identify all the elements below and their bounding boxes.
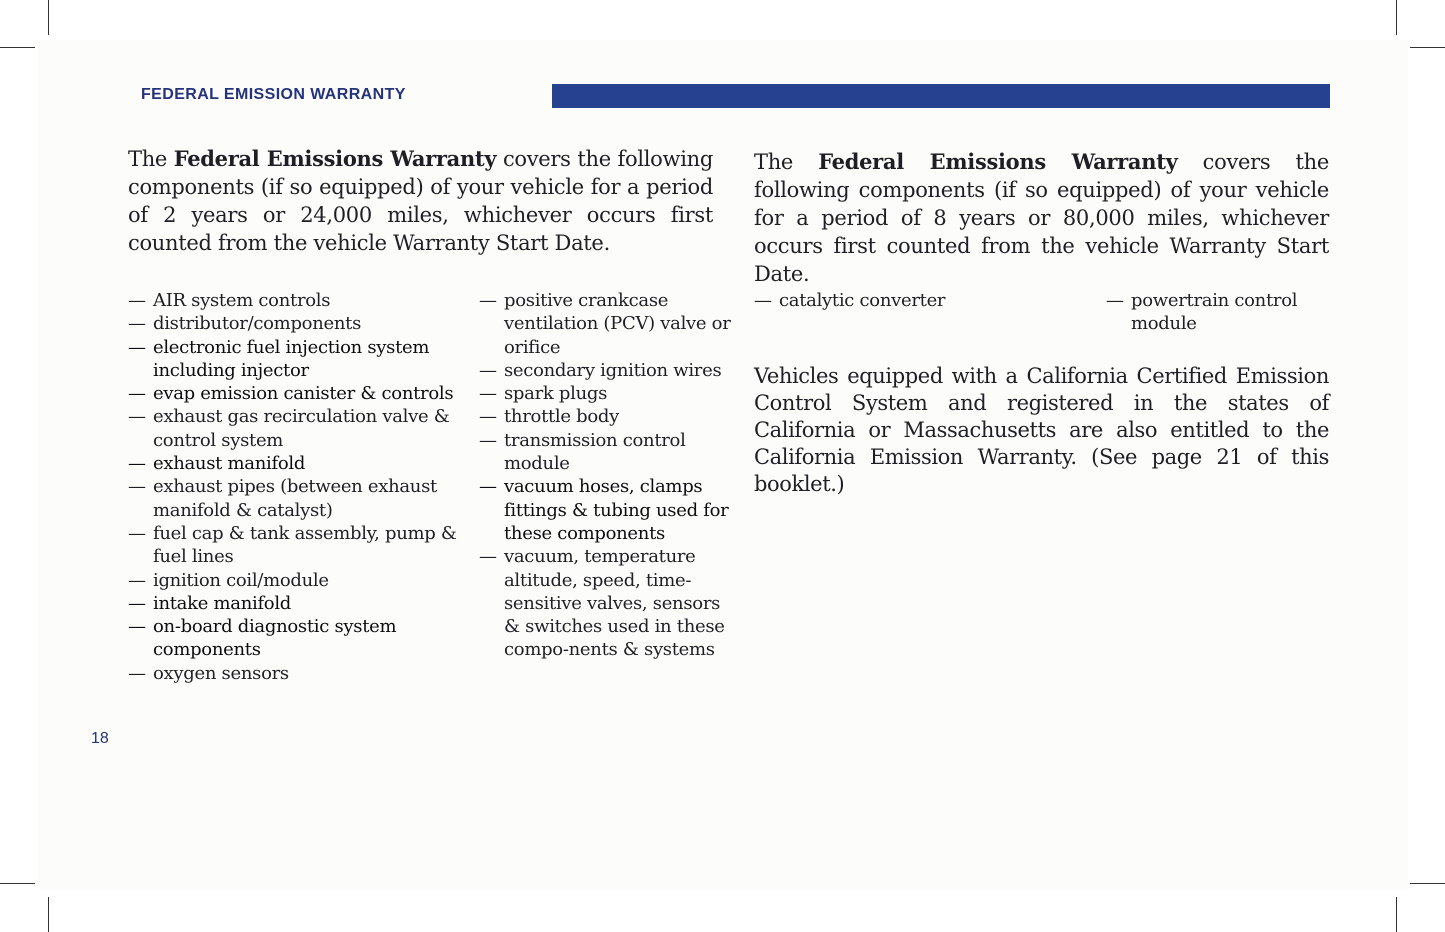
crop-mark-bottom-left (48, 897, 49, 932)
left-intro-paragraph (128, 145, 713, 257)
em-dash-bullet: — (479, 546, 497, 568)
em-dash-bullet: — (479, 429, 497, 451)
crop-mark-top-left (48, 0, 49, 35)
em-dash-bullet: — (479, 406, 497, 428)
component-name: exhaust gas recirculation valve & control system (153, 406, 450, 451)
component-list-item (128, 569, 458, 592)
component-list-item (479, 405, 739, 428)
component-list-item (128, 382, 458, 405)
component-list-right-b (1106, 289, 1331, 336)
component-name: exhaust pipes (between exhaust manifold & catalyst) (153, 476, 437, 521)
crop-mark-right-bottom (1410, 883, 1445, 884)
intro-prefix: The (128, 147, 168, 171)
intro-text: covers the following components (if so equipped) of your vehicle for a period of 2 years or 24,000 miles, whichever occurs first counted from the vehicle Warranty Start Date. (128, 147, 713, 255)
page-number: 18 (91, 730, 109, 747)
em-dash-bullet: — (128, 592, 146, 614)
component-list-item (479, 429, 739, 476)
component-name: powertrain control module (1131, 290, 1298, 335)
right-intro-paragraph (754, 148, 1329, 288)
california-warranty-note: Vehicles equipped with a California Certified Emission Control System and registered in the states of California or Massachusetts are also entitled to the California Emission Warranty. (See page 21 of this booklet.) (754, 364, 1329, 496)
component-list-item (1106, 289, 1331, 336)
section-title: FEDERAL EMISSION WARRANTY (141, 86, 406, 103)
component-name: evap emission canister & controls (153, 383, 454, 405)
component-name: throttle body (504, 406, 620, 428)
em-dash-bullet: — (128, 522, 146, 544)
component-list-item (128, 336, 458, 383)
component-list-item (128, 662, 458, 685)
component-name: ignition coil/module (153, 569, 329, 591)
component-list-item (128, 312, 458, 335)
component-list-item (479, 545, 739, 661)
component-name: fuel cap & tank assembly, pump & fuel lines (153, 522, 457, 568)
component-list-item (128, 289, 458, 312)
component-list-left (128, 289, 458, 685)
em-dash-bullet: — (128, 290, 146, 311)
em-dash-bullet: — (754, 290, 772, 311)
component-name: vacuum, temperature altitude, speed, time-sensitive valves, sensors & switches used in these compo-nents & systems (504, 546, 725, 661)
em-dash-bullet: — (128, 383, 146, 405)
component-list-item (128, 405, 458, 452)
crop-mark-left-top (0, 47, 35, 48)
component-list-item (754, 289, 1064, 312)
component-name: transmission control module (504, 429, 686, 475)
warranty-name: Federal Emissions Warranty (173, 146, 497, 171)
em-dash-bullet: — (1106, 290, 1124, 311)
component-list-item (128, 592, 458, 615)
component-list-item (479, 289, 739, 359)
component-name: electronic fuel injection system including injector (153, 336, 430, 381)
component-name: positive crankcase ventilation (PCV) valve or orifice (504, 290, 731, 358)
component-list-item (128, 452, 458, 475)
warranty-name: Federal Emissions Warranty (818, 149, 1178, 174)
em-dash-bullet: — (479, 476, 497, 498)
component-name: distributor/components (153, 313, 362, 335)
intro-text: covers the following components (if so equipped) of your vehicle for a period of 8 years or 80,000 miles, whichever occurs first counted from the vehicle Warranty Start Date. (754, 150, 1329, 286)
component-name: secondary ignition wires (504, 359, 722, 381)
em-dash-bullet: — (128, 406, 146, 428)
component-name: oxygen sensors (153, 662, 289, 684)
component-list-item (128, 475, 458, 522)
intro-prefix: The (754, 150, 794, 174)
em-dash-bullet: — (479, 383, 497, 405)
component-list-item (128, 522, 458, 569)
component-list-item (128, 615, 458, 662)
em-dash-bullet: — (128, 476, 146, 498)
crop-mark-bottom-right (1396, 897, 1397, 932)
component-name: catalytic converter (779, 290, 946, 311)
component-name: AIR system controls (153, 290, 331, 311)
component-list-right-a (754, 289, 1064, 312)
em-dash-bullet: — (128, 336, 146, 358)
em-dash-bullet: — (479, 290, 497, 311)
em-dash-bullet: — (128, 453, 146, 475)
em-dash-bullet: — (128, 662, 146, 684)
em-dash-bullet: — (128, 313, 146, 335)
em-dash-bullet: — (128, 569, 146, 591)
em-dash-bullet: — (128, 616, 146, 638)
component-name: spark plugs (504, 383, 608, 405)
header-bar (552, 84, 1330, 108)
component-name: vacuum hoses, clamps fittings & tubing used for these components (504, 476, 729, 544)
em-dash-bullet: — (479, 359, 497, 381)
component-name: on-board diagnostic system components (153, 616, 397, 661)
component-list-item (479, 359, 739, 382)
crop-mark-left-bottom (0, 883, 35, 884)
crop-mark-top-right (1396, 0, 1397, 35)
component-list-middle (479, 289, 739, 662)
crop-mark-right-top (1410, 47, 1445, 48)
component-list-item (479, 475, 739, 545)
component-name: intake manifold (153, 592, 292, 614)
component-name: exhaust manifold (153, 453, 306, 475)
component-list-item (479, 382, 739, 405)
